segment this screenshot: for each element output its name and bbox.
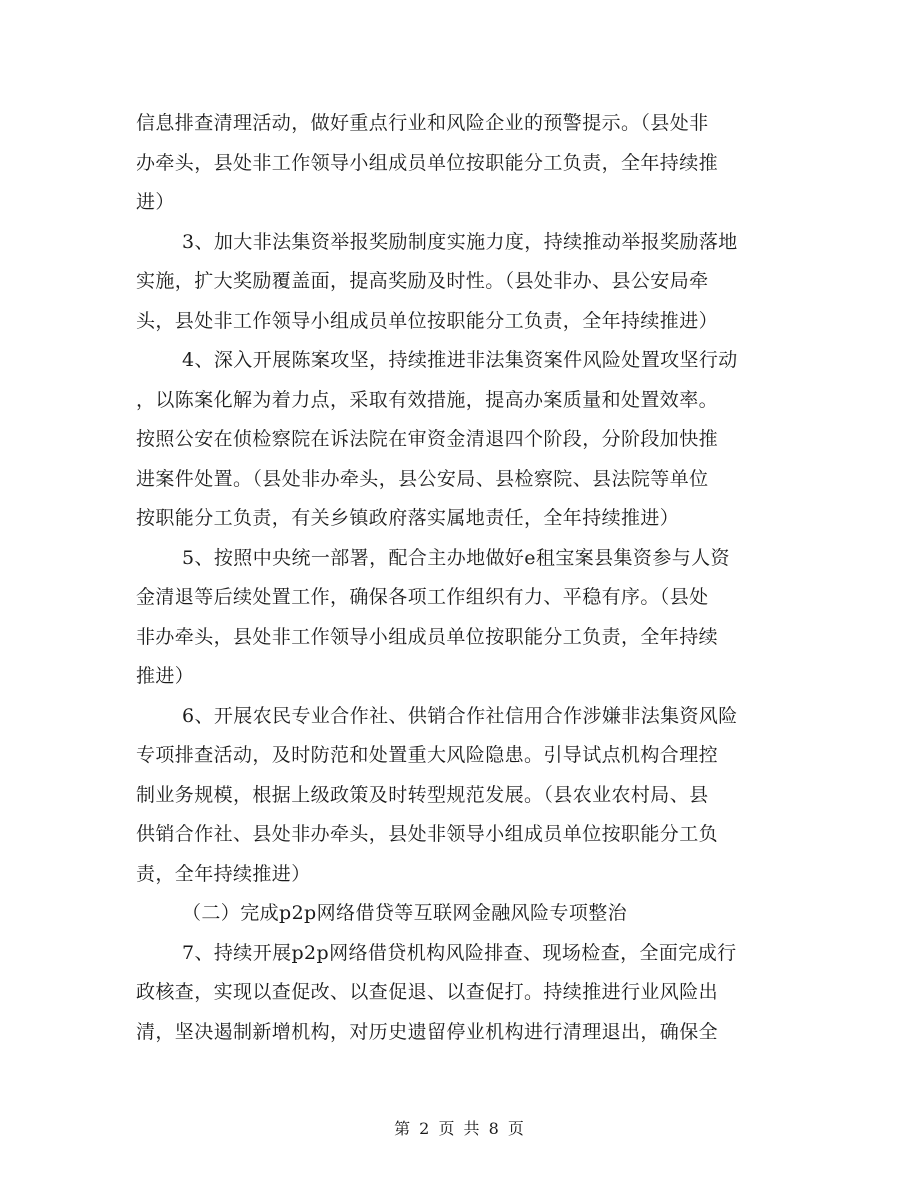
paragraph-4-start: 4、深入开展陈案攻坚，持续推进非法集资案件风险处置攻坚行动	[182, 349, 738, 371]
paragraph-7-start: 7、持续开展p2p网络借贷机构风险排查、现场检查，全面完成行	[182, 941, 737, 964]
body-line: 进案件处置。（县处非办牵头，县公安局、县检察院、县法院等单位	[136, 467, 709, 490]
body-line: 清，坚决遏制新增机构，对历史遗留停业机构进行清理退出，确保全	[136, 1020, 719, 1043]
body-line: 供销合作社、县处非办牵头，县处非领导小组成员单位按职能分工负	[136, 823, 719, 845]
body-line: ，以陈案化解为着力点，采取有效措施，提高办案质量和处置效率。	[136, 388, 719, 411]
body-line: 责，全年持续推进）	[136, 862, 311, 885]
body-line: 政核查，实现以查促改、以查促退、以查促打。持续推进行业风险出	[136, 981, 719, 1003]
body-line: 专项排查活动，及时防范和处置重大风险隐患。引导试点机构合理控	[136, 744, 719, 766]
page-number-footer: 第 2 页 共 8 页	[394, 1119, 526, 1138]
paragraph-6-start: 6、开展农民专业合作社、供销合作社信用合作涉嫌非法集资风险	[182, 704, 738, 727]
paragraph-3-start: 3、加大非法集资举报奖励制度实施力度，持续推动举报奖励落地	[182, 230, 738, 253]
body-line: 进）	[136, 191, 175, 213]
body-line: 头，县处非工作领导小组成员单位按职能分工负责，全年持续推进）	[136, 309, 719, 332]
body-line: 制业务规模，根据上级政策及时转型规范发展。（县农业农村局、县	[136, 783, 709, 806]
body-line: 信息排查清理活动，做好重点行业和风险企业的预警提示。（县处非	[136, 112, 709, 134]
body-line: 按照公安在侦检察院在诉法院在审资金清退四个阶段，分阶段加快推	[136, 428, 719, 450]
body-line: 非办牵头，县处非工作领导小组成员单位按职能分工负责，全年持续	[136, 625, 719, 648]
body-line: 按职能分工负责，有关乡镇政府落实属地责任，全年持续推进）	[136, 507, 680, 529]
document-body	[136, 104, 788, 1052]
paragraph-5-start: 5、按照中央统一部署，配合主办地做好e租宝案县集资参与人资	[182, 546, 730, 569]
body-line: 金清退等后续处置工作，确保各项工作组织有力、平稳有序。（县处	[136, 586, 709, 608]
body-line: 实施，扩大奖励覆盖面，提高奖励及时性。（县处非办、县公安局牵	[136, 270, 709, 292]
section-heading: （二）完成p2p网络借贷等互联网金融风险专项整治	[182, 902, 628, 924]
body-line: 办牵头，县处非工作领导小组成员单位按职能分工负责，全年持续推	[136, 151, 719, 174]
body-line: 推进）	[136, 665, 195, 687]
